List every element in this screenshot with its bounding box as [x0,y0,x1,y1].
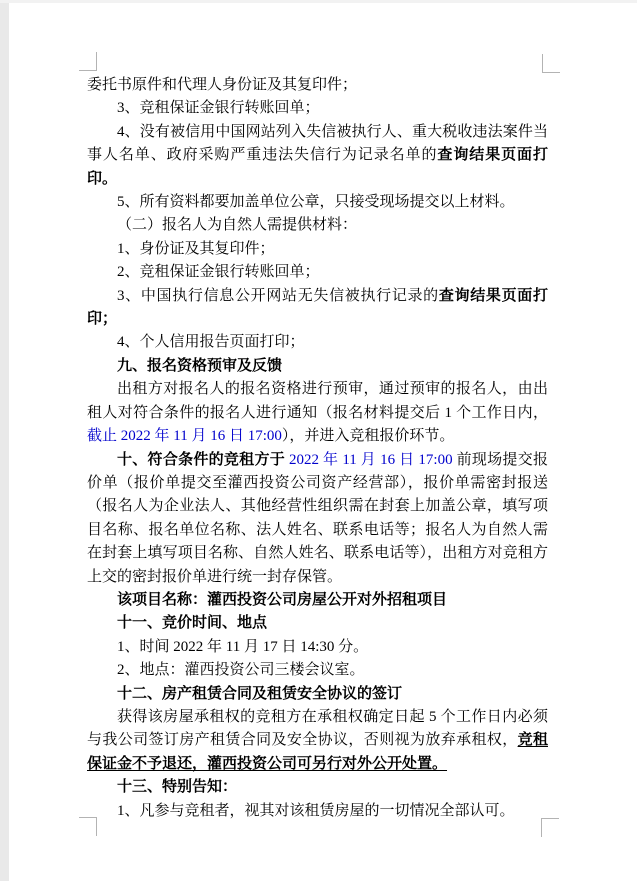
deadline-date-segment: 2022 年 11 月 16 日 17:00 [285,451,457,468]
paragraph [87,261,548,284]
text-segment: 获得该房屋承租权的竞租方在承租权确定日起 5 个工作日内必须与我公司签订房产租赁合同及安全协议，否则视为放弃承租权， [87,708,548,749]
text-segment: 3、竞租保证金银行转账回单； [117,100,320,117]
bold-segment: 十、符合条件的竞租方于 [117,451,285,468]
paragraph [87,331,548,354]
document-text-area[interactable] [87,74,548,823]
paragraph [87,285,548,332]
bold-underline-segment: 竞租保证金不予退还，灌西投资公司可另行对外公开处置。 [87,732,548,772]
paragraph [87,74,548,97]
bold-segment: 该项目名称：灌西投资公司房屋公开对外招租项目 [117,591,448,608]
paragraph [87,589,548,612]
bold-segment: 十二、房产租赁合同及租赁安全协议的签订 [117,685,403,702]
paragraph [87,449,548,589]
text-segment: ），并进入竞租报价环节。 [281,428,455,445]
text-segment: 1、身份证及其复印件； [117,240,275,257]
bold-segment: 查询结果页面打印。 [87,147,548,187]
paragraph [87,238,548,261]
paragraph [87,776,548,799]
text-segment: 1、凡参与竞租者，视其对该租赁房屋的一切情况全部认可。 [117,802,515,819]
paragraph [87,706,548,776]
text-segment: 出租方对报名人的报名资格进行预审，通过预审的报名人，由出租人对符合条件的报名人进行通知（报名材料提交后 1 个工作日内， [87,381,548,421]
bold-segment: 十三、特别告知： [117,779,238,796]
paragraph [87,355,548,378]
text-segment: 2、地点：灌西投资公司三楼会议室。 [117,662,365,679]
text-segment: 委托书原件和代理人身份证及其复印件； [87,77,358,93]
paragraph [87,612,548,635]
paragraph [87,683,548,706]
text-segment: 4、没有被信用中国网站列入失信被执行人、重大税收违法案件当事人名单、政府采购严重违法失信行为记录名单的 [87,123,548,164]
paragraph [87,378,548,448]
margin-crop-mark-top-right [542,54,560,73]
text-segment: 2、竞租保证金银行转账回单； [117,264,320,281]
paragraph [87,191,548,214]
text-segment: 4、个人信用报告页面打印； [117,334,305,351]
app-background-edge-top [0,0,637,3]
text-segment: 3、中国执行信息公开网站无失信被执行记录的 [117,287,439,304]
text-segment: 5、所有资料都要加盖单位公章，只接受现场提交以上材料。 [117,194,515,211]
text-segment: （二）报名人为自然人需提供材料： [117,217,358,234]
paragraph [87,121,548,191]
paragraph [87,214,548,237]
bold-segment: 十一、竞价时间、地点 [117,615,268,632]
paragraph [87,659,548,682]
deadline-date-segment: 截止 2022 年 11 月 16 日 17:00 [87,428,282,445]
bold-segment: 九、报名资格预审及反馈 [117,357,283,374]
paragraph [87,636,548,659]
bold-segment: 查询结果页面打印； [87,287,548,328]
paragraph [87,800,548,823]
text-segment: 前现场提交报价单（报价单提交至灌西投资公司资产经营部），报价单需密封报送（报名人为企业法人、其他经营性组织需在封套上加盖公章，填写项目名称、报名单位名称、法人姓名、联系电话等；报名人为自然人需在封套上填写项目名称、自然人姓名、联系电话等），出租方对竞租方上交的密封报价单进行统一封存保管。 [87,451,548,585]
paragraph [87,97,548,120]
app-background-edge-left [0,0,9,881]
margin-crop-mark-top-left [79,52,97,71]
text-segment: 1、时间 2022 年 11 月 17 日 14:30 分。 [117,638,369,655]
